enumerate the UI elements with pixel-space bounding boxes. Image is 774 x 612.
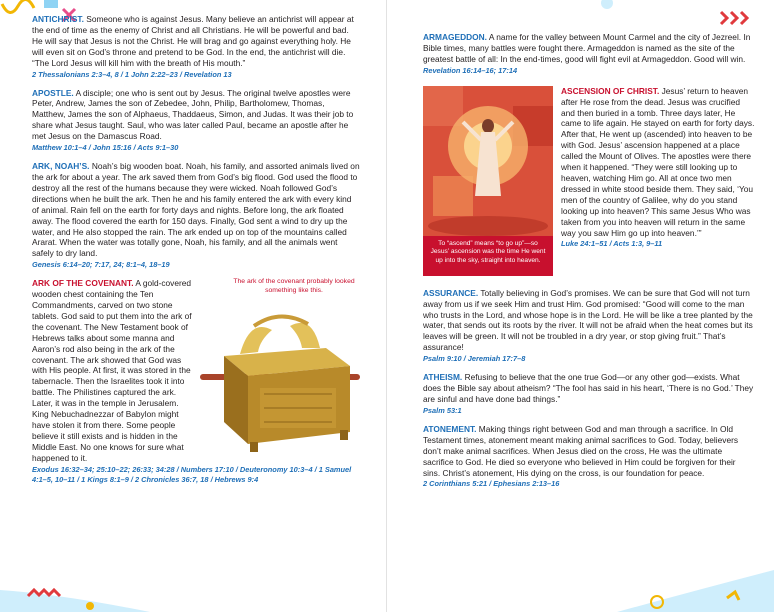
entry-text: A disciple; one who is sent out by Jesus. The original twelve apostles were Peter, Andrew, James the son of Zebedee, John, Philip, Bartholomew, Thomas, Matthew, James the son of Alphaeus, Thaddaeus, Simon, and Judas. It was their job to share what Jesus taught. Saul, who was later called Paul, became an apostle after he met Jesus on the Damascus Road. [32,87,354,142]
left-column [32,14,360,493]
entry-text: A gold-covered wooden chest containing the Ten Commandments, carved on two stone tablets. God said to put them into the ark of the covenant. The New Testament book of Hebrews talks about some manna and Aaron’s rod also being in the ark of the covenant. The ark showed that God was with His people. At first, it was stored in the tabernacle. Then the Israelites took it into battle. The Philistines captured the ark. Later, it was in the temple in Jerusalem. King Nebuchadnezzar of Babylon might have stolen it from there. Some people believe it still exists and is hidden in the Middle East. No one knows for sure what happened to it. [32,278,192,463]
decoration-corner-bottom-right [617,570,774,612]
entry-refs: 2 Corinthians 5:21 / Ephesians 2:13–16 [423,479,560,489]
entry-term: ANTICHRIST. [32,14,84,24]
entry-atheism [423,372,755,416]
entry-refs: Genesis 6:14–20; 7:17, 24; 8:1–4, 18–19 [32,260,170,270]
right-column [423,32,755,497]
left-page [0,0,386,612]
entry-refs: Matthew 10:1–4 / John 15:16 / Acts 9:1–30 [32,143,179,153]
entry-apostle [32,88,360,154]
entry-ark-covenant [32,278,360,484]
decoration-chevrons [717,8,769,28]
right-page [387,0,774,612]
entry-refs: Psalm 53:1 [423,405,462,415]
entry-assurance [423,288,755,364]
entry-antichrist [32,14,360,80]
ascension-illustration [423,86,553,276]
entry-term: APOSTLE. [32,87,74,98]
entry-term: ATONEMENT. [423,423,477,434]
entry-term: ARK, NOAH’S. [32,161,90,172]
ark-illustration [200,278,360,456]
entry-armageddon [423,32,755,76]
entry-refs: Exodus 16:32–34; 25:10–22; 26:33; 34:28 / Numbers 17:10 / Deuteronomy 10:3–4 / 1 Samuel 4:1–5, 10–11 / 1 Kings 8:1–9 / 2 Chronicles 36:7, 18 / Hebrews 9:4 [32,464,352,484]
entry-ark-noah [32,161,360,270]
entry-atonement [423,424,755,490]
entry-term: ASCENSION OF CHRIST. [561,85,660,96]
decoration-top-dots [567,0,627,14]
ascension-image [423,86,553,236]
entry-term: ATHEISM. [423,372,463,383]
entry-text: Refusing to believe that the one true God—or any other god—exists. What does the Bible say about atheism? “The fool has said in his heart, ‘There is no God.’ They are sinful and have done bad things.” [423,372,754,404]
entry-refs: Revelation 16:14–16; 17:14 [423,65,518,75]
ark-of-covenant-image [200,304,360,454]
entry-text: Jesus’ return to heaven after He rose from the dead. Jesus was crucified and then buried in a tomb. Three days later, He came to life again. He stayed on earth for forty days. After that, He went up (ascended) into heaven to be with God. Jesus’ ascension happened at a place called the Mount of Olives. The apostles were there when it happened. “They were still looking up to heaven, watching Him go. All at once two men dressed in white stood beside them. They said, ‘You men of the country of Galilee, why do you stand looking up into heaven? This same Jesus Who was taken from you into heaven will return in the same way you saw Him go up into heaven.’” [561,85,755,238]
entry-text: A name for the valley between Mount Carmel and the city of Jezreel. In Bible times, many battles were fought there. Armageddon is named as the site of the greatest battle of all: In the end-times, good will fight evil at Armageddon. Good will win. [423,32,751,64]
decoration-corner-bottom [0,560,150,612]
entry-text: Making things right between God and man through a sacrifice. In Old Testament times, atonement meant making animal sacrifices to God. Today, believers don’t make animal sacrifices. When Jesus died on the cross, He was the ultimate sacrifice to God. He died so everyone who believed in Him could be forgiven for their sins. Christ’s atonement, His dying on the cross, is our foundation for peace. [423,423,739,478]
entry-text: Noah’s big wooden boat. Noah, his family, and assorted animals lived on the ark for about a year. The ark saved them from God’s big flood. God used the flood to destroy all the rest of the humans because they were wicked. Noah followed God’s directions when he built the ark. Then he and his family entered the ark with every kind of animal. Rain fell on the earth for forty days and nights. Before long, the ark floated away. The flood covered the earth for 150 days. Finally, God sent a wind to dry up the water, and He also stopped the rain. The ark ended up on top of the mountains called Ararat. When the water was totally gone, Noah, his family, and all the animals went safely to dry land. [32,161,360,259]
entry-term: ARK OF THE COVENANT. [32,278,134,289]
entry-text: Someone who is against Jesus. Many believe an antichrist will appear at the end of time as the enemy of Christ and all Christians. He will be powerful and bad. He will say that Jesus is not the Christ. He will brag and go against everything holy. He will even sit on God’s throne and pretend to be God. In the end, the antichrist will die. “The Lord Jesus will kill him with the breath of His mouth.” [32,14,354,68]
ark-caption: The ark of the covenant probably looked something like this. [233,278,355,294]
entry-refs: Psalm 9:10 / Jeremiah 17:7–8 [423,354,526,364]
entry-ascension [423,86,755,280]
entry-refs: 2 Thessalonians 2:3–4, 8 / 1 John 2:22–23 / Revelation 13 [32,69,232,79]
ascension-caption: To “ascend” means “to go up”—so Jesus’ ascension was the time He went up into the sky, straight into heaven. [430,239,546,264]
entry-refs: Luke 24:1–51 / Acts 1:3, 9–11 [561,239,663,249]
entry-text: Totally believing in God’s promises. We can be sure that God will not turn away from us if we seek Him and trust Him. God promised: “Good will come to the man who trusts in the Lord, and whose hope is in the Lord. He will be like a tree planted by the water, that sends out its roots by the river. It will not be afraid when the heat comes but its leaves will be green. It will not be troubled in a dry year, or stop giving fruit.” That’s assurance! [423,287,753,353]
entry-term: ARMAGEDDON. [423,32,487,42]
entry-term: ASSURANCE. [423,287,479,298]
